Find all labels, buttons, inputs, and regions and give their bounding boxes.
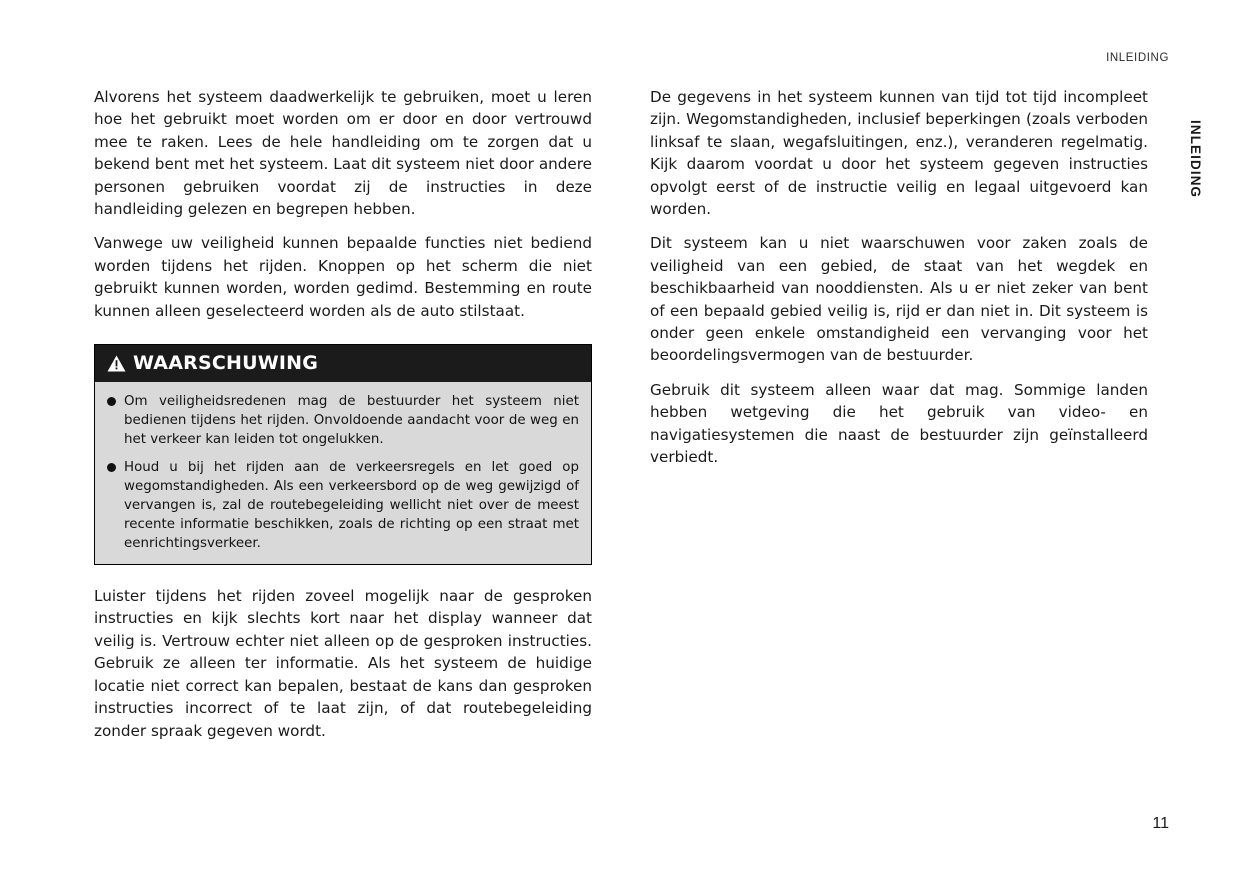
paragraph: Alvorens het systeem daadwerkelijk te gebruiken, moet u leren hoe het gebruikt moet worden om er door en door vertrouwd mee te raken. Lees de hele handleiding om te zorgen dat u bekend bent met het systeem. Laat dit systeem niet door andere personen gebruiken voordat zij de instructies in deze handleiding gelezen en begrepen hebben. — [94, 88, 592, 219]
warning-body — [95, 382, 591, 564]
paragraph: De gegevens in het systeem kunnen van tijd tot tijd incompleet zijn. Wegomstandigheden, inclusief beperkingen (zoals verboden linksaf te slaan, wegafsluitingen, enz.), veranderen regelmatig. Kijk daarom voordat u door het systeem gegeven instructies opvolgt eerst of de instructie veilig en legaal uitgevoerd kan worden. — [650, 88, 1148, 219]
left-column — [94, 86, 592, 742]
warning-box — [94, 344, 592, 565]
list-item — [107, 458, 579, 553]
warning-title: WAARSCHUWING — [133, 352, 319, 375]
list-item — [107, 392, 579, 449]
paragraph: Dit systeem kan u niet waarschuwen voor zaken zoals de veiligheid van een gebied, de staat van het wegdek en beschikbaarheid van nooddiensten. Als u er niet zeker van bent of een bepaald gebied veilig is, rijd er dan niet in. Dit systeem is onder geen enkele omstandigheid een vervanging voor het beoordelingsvermogen van de bestuurder. — [650, 234, 1148, 365]
warning-triangle-icon — [107, 355, 126, 372]
section-side-tab: INLEIDING — [1188, 120, 1203, 199]
bullet-icon — [107, 397, 116, 406]
running-head: INLEIDING — [1106, 52, 1169, 64]
warning-item-text: Houd u bij het rijden aan de verkeersregels en let goed op wegomstandigheden. Als een verkeersbord op de weg gewijzigd of vervangen is, zal de routebegeleiding wellicht niet over de meest recente informatie beschikken, zoals de richting op een straat met eenrichtingsverkeer. — [124, 460, 579, 552]
right-column — [650, 86, 1148, 469]
bullet-icon — [107, 463, 116, 472]
paragraph: Gebruik dit systeem alleen waar dat mag. Sommige landen hebben wetgeving die het gebruik van video- en navigatiesystemen die naast de bestuurder zijn geïnstalleerd verbiedt. — [650, 380, 1148, 467]
warning-item-text: Om veiligheidsredenen mag de bestuurder het systeem niet bedienen tijdens het rijden. Onvoldoende aandacht voor de weg en het verkeer kan leiden tot ongelukken. — [124, 394, 579, 448]
paragraph: Luister tijdens het rijden zoveel mogelijk naar de gesproken instructies en kijk slechts kort naar het display wanneer dat veilig is. Vertrouw echter niet alleen op de gesproken instructies. Gebruik ze alleen ter informatie. Als het systeem de huidige locatie niet correct kan bepalen, bestaat de kans dan gesproken instructies incorrect of te laat zijn, of dat routebegeleiding zonder spraak gegeven wordt. — [94, 587, 592, 740]
page-number: 11 — [1152, 815, 1169, 832]
paragraph: Vanwege uw veiligheid kunnen bepaalde functies niet bediend worden tijdens het rijden. Knoppen op het scherm die niet gebruikt kunnen worden, worden gedimd. Bestemming en route kunnen alleen geselecteerd worden als de auto stilstaat. — [94, 234, 592, 320]
warning-header — [95, 345, 591, 382]
